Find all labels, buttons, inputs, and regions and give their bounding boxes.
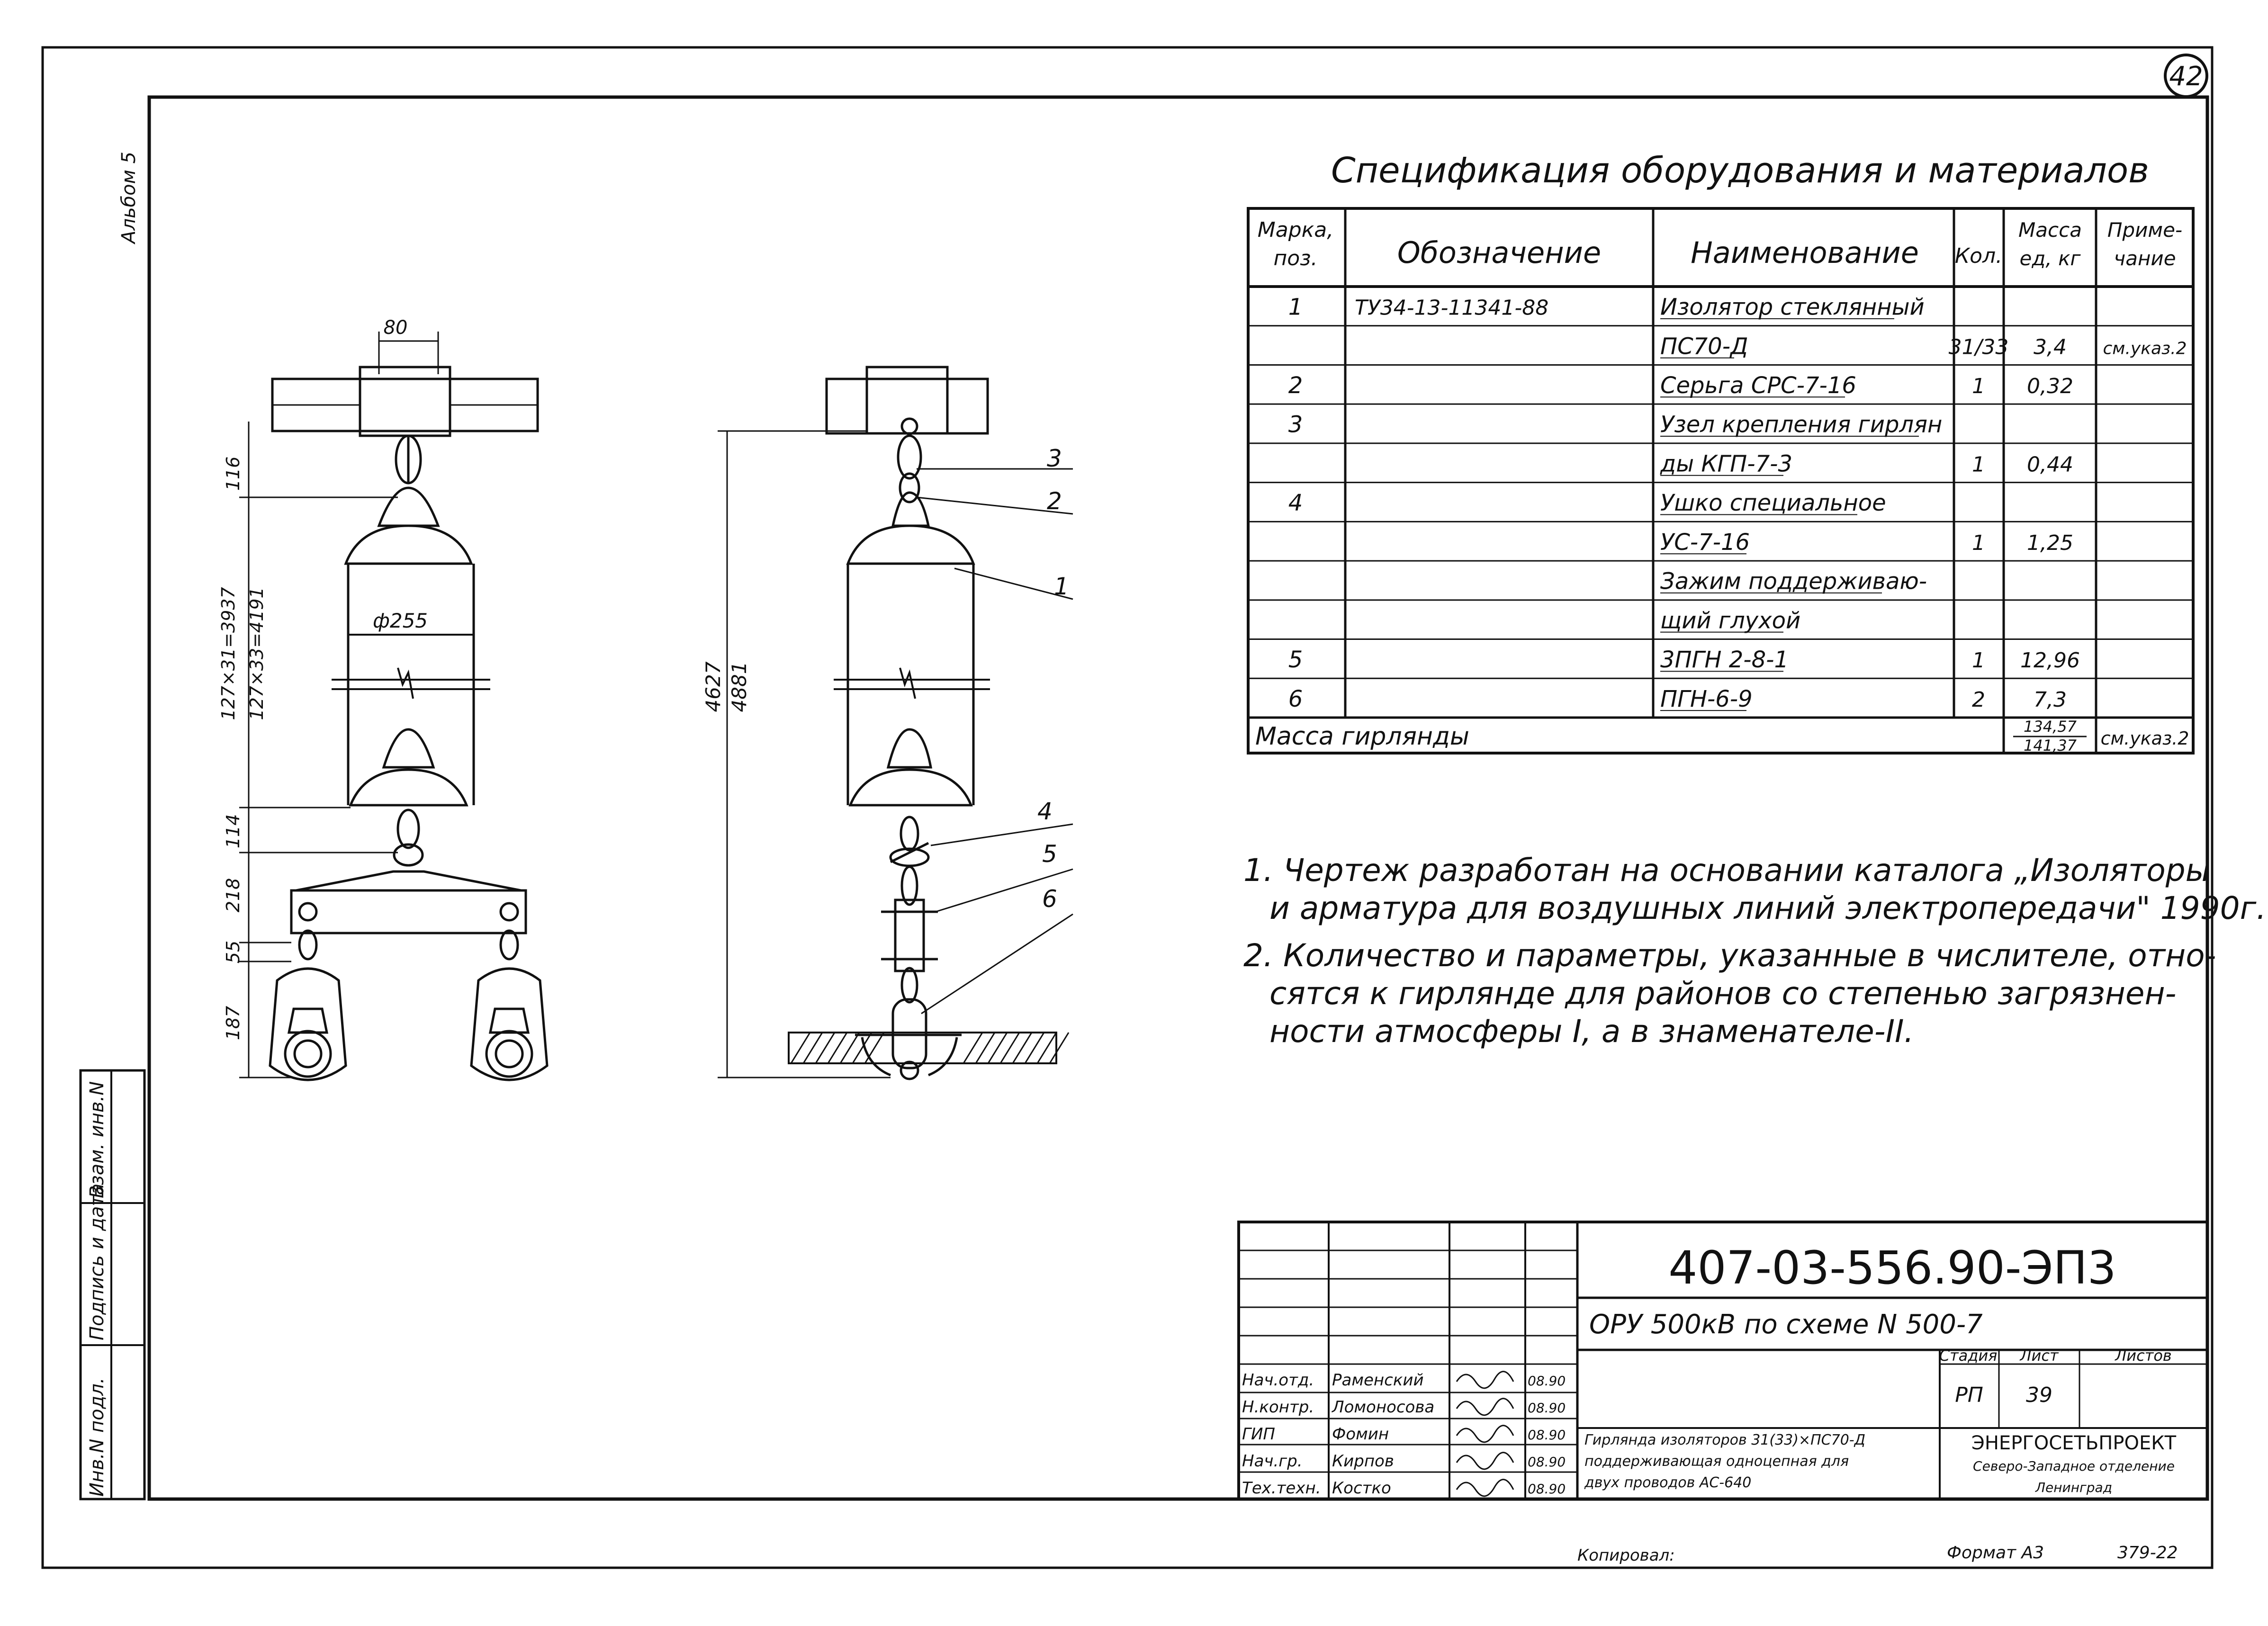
org-name: ЭНЕРГОСЕТЬПРОЕКТ — [1971, 1432, 2177, 1454]
album-label: Альбом 5 — [118, 152, 140, 243]
dim-187: 187 — [223, 1006, 243, 1041]
spec-cell: 7,3 — [2034, 687, 2067, 712]
spec-cell: ПС70-Д — [1660, 333, 1748, 360]
dim-4881: 4881 — [728, 661, 751, 712]
spec-cell: 5 — [1288, 647, 1303, 674]
dim-top-width: 80 — [383, 317, 408, 339]
total-note: см.указ.2 — [2100, 728, 2189, 749]
person-date: 08.90 — [1528, 1373, 1566, 1389]
stamp-inv-label: Инв.N подл. — [86, 1377, 108, 1497]
dim-3937: 127×31=3937 — [218, 587, 239, 720]
side-stamp — [81, 1070, 144, 1499]
header-mass-2: ед, кг — [2019, 247, 2081, 270]
spec-cell: 31/33 — [1948, 335, 2009, 359]
person-role: Тех.техн. — [1242, 1479, 1321, 1498]
org-city: Ленинград — [2035, 1480, 2113, 1495]
spec-cell: 6 — [1288, 685, 1303, 712]
spec-cell: 2 — [1288, 372, 1303, 399]
callout-3: 3 — [1047, 445, 1062, 472]
stamp-sign-label: Подпись и дата — [86, 1183, 108, 1340]
person-date: 08.90 — [1528, 1454, 1566, 1470]
stage-value: РП — [1955, 1383, 1983, 1407]
note-1-line-1: 1. Чертеж разработан на основании каталога „Изоляторы — [1243, 852, 2210, 889]
person-signature — [1457, 1480, 1513, 1496]
person-signature — [1457, 1426, 1513, 1442]
sheets-label: Листов — [2115, 1347, 2172, 1365]
description-line-2: поддерживающая одноцепная для — [1584, 1453, 1849, 1470]
callout-2: 2 — [1047, 487, 1062, 515]
person-name: Кирпов — [1332, 1452, 1394, 1471]
spec-cell: Зажим поддерживаю- — [1660, 568, 1927, 595]
spec-cell: ТУ34-13-11341-88 — [1355, 296, 1549, 320]
person-signature — [1457, 1372, 1513, 1388]
header-name: Наименование — [1691, 235, 1919, 270]
spec-cell: Серьга СРС-7-16 — [1660, 372, 1856, 399]
hatch-line — [963, 1033, 982, 1063]
spec-cell: УС-7-16 — [1660, 529, 1750, 556]
dim-114: 114 — [223, 814, 243, 849]
sheet-value: 39 — [2026, 1383, 2052, 1407]
hatch-line — [1025, 1033, 1044, 1063]
hatch-line — [988, 1033, 1007, 1063]
person-date: 08.90 — [1528, 1427, 1566, 1443]
person-name: Ломоносова — [1332, 1398, 1435, 1417]
person-signature — [1457, 1399, 1513, 1415]
notes — [1243, 852, 2266, 1050]
note-2-line-1: 2. Количество и параметры, указанные в числителе, отно- — [1243, 937, 2216, 974]
hatch-line — [828, 1033, 847, 1063]
hatch-line — [840, 1033, 859, 1063]
person-signature — [1457, 1453, 1513, 1469]
header-qty: Кол. — [1954, 244, 2003, 268]
person-name: Фомин — [1332, 1425, 1389, 1444]
callout-6: 6 — [1042, 885, 1057, 913]
dim-116: 116 — [223, 456, 243, 491]
header-note: Приме- — [2107, 218, 2183, 242]
left-elevation-drawing — [239, 332, 547, 1080]
conductor-hatch — [791, 1033, 1069, 1063]
header-note-2: чание — [2114, 247, 2176, 270]
spec-cell: 0,44 — [2027, 452, 2073, 477]
spec-cell: ды КГП-7-3 — [1660, 450, 1792, 477]
description-line-1: Гирлянда изоляторов 31(33)×ПС70-Д — [1584, 1432, 1866, 1448]
total-value-numerator: 134,57 — [2024, 718, 2077, 736]
spec-cell: Изолятор стеклянный — [1660, 294, 1925, 321]
footer-format: Формат А3 — [1947, 1543, 2044, 1563]
spec-cell: 4 — [1288, 490, 1303, 517]
spec-cell: см.указ.2 — [2103, 339, 2187, 359]
dim-4627: 4627 — [702, 661, 725, 712]
hatch-line — [1013, 1033, 1032, 1063]
footer-copied: Копировал: — [1577, 1546, 1675, 1565]
callout-4: 4 — [1037, 798, 1053, 825]
spec-cell: 3,4 — [2034, 335, 2067, 359]
spec-cell: 12,96 — [2020, 648, 2080, 673]
dim-diameter: ф255 — [372, 609, 428, 632]
spec-cell: 1,25 — [2027, 530, 2073, 555]
hatch-line — [865, 1033, 884, 1063]
person-role: Нач.гр. — [1242, 1452, 1303, 1471]
person-date: 08.90 — [1528, 1481, 1566, 1497]
sheet-number: 42 — [2169, 61, 2203, 92]
spec-cell: 1 — [1972, 530, 1985, 555]
stamp-replace-label: Взам. инв.N — [86, 1081, 108, 1198]
org-branch: Северо-Западное отделение — [1973, 1458, 2175, 1474]
header-mass: Масса — [2018, 218, 2082, 242]
total-label: Масса гирлянды — [1255, 722, 1469, 751]
person-role: Нач.отд. — [1242, 1371, 1314, 1390]
callout-1: 1 — [1054, 573, 1069, 600]
dim-218: 218 — [223, 878, 243, 913]
spec-cell: 2 — [1972, 687, 1985, 712]
spec-cell: 3ПГН 2-8-1 — [1660, 647, 1789, 674]
spec-cell: 1 — [1972, 452, 1985, 477]
hatch-line — [1000, 1033, 1019, 1063]
spec-cell: 3 — [1288, 411, 1303, 438]
note-2-line-3: ности атмосферы I, а в знаменателе-II. — [1269, 1013, 1914, 1050]
person-date: 08.90 — [1528, 1400, 1566, 1416]
dim-4191: 127×33=4191 — [246, 587, 267, 720]
total-value-denominator: 141,37 — [2024, 737, 2077, 755]
person-role: ГИП — [1242, 1425, 1275, 1444]
header-mark: Марка, — [1257, 218, 1334, 242]
person-name: Костко — [1332, 1479, 1391, 1498]
spec-cell: щий глухой — [1660, 607, 1801, 634]
right-side-drawing — [718, 367, 1073, 1079]
spec-cell: 0,32 — [2027, 374, 2073, 399]
callout-5: 5 — [1042, 840, 1057, 868]
hatch-line — [1050, 1033, 1069, 1063]
dim-55: 55 — [223, 940, 243, 964]
hatch-line — [976, 1033, 995, 1063]
hatch-line — [816, 1033, 835, 1063]
doc-code: 407-03-556.90-ЭП3 — [1668, 1241, 2116, 1294]
spec-cell: 1 — [1972, 374, 1985, 399]
spec-cell: 1 — [1288, 294, 1303, 321]
note-1-line-2: и арматура для воздушных линий электропередачи" 1990г. — [1269, 890, 2267, 926]
spec-title: Спецификация оборудования и материалов — [1331, 150, 2149, 191]
spec-cell: Узел крепления гирлян — [1660, 411, 1943, 438]
spec-table — [1248, 208, 2193, 755]
hatch-line — [803, 1033, 822, 1063]
person-name: Раменский — [1332, 1371, 1424, 1390]
stage-label: Стадия — [1939, 1347, 1998, 1365]
header-designation: Обозначение — [1397, 235, 1602, 270]
description-line-3: двух проводов АС-640 — [1584, 1474, 1752, 1491]
spec-cell: 1 — [1972, 648, 1985, 673]
sheet-label: Лист — [2020, 1347, 2059, 1365]
footer-code: 379-22 — [2117, 1543, 2178, 1563]
hatch-line — [1037, 1033, 1056, 1063]
header-mark-2: поз. — [1273, 246, 1318, 270]
spec-cell: Ушко специальное — [1660, 490, 1886, 517]
person-role: Н.контр. — [1242, 1398, 1314, 1417]
spec-cell: ПГН-6-9 — [1660, 685, 1753, 712]
project-name: ОРУ 500кВ по схеме N 500-7 — [1589, 1309, 1983, 1340]
hatch-line — [791, 1033, 810, 1063]
note-2-line-2: сятся к гирлянде для районов со степенью загрязнен- — [1269, 975, 2177, 1012]
